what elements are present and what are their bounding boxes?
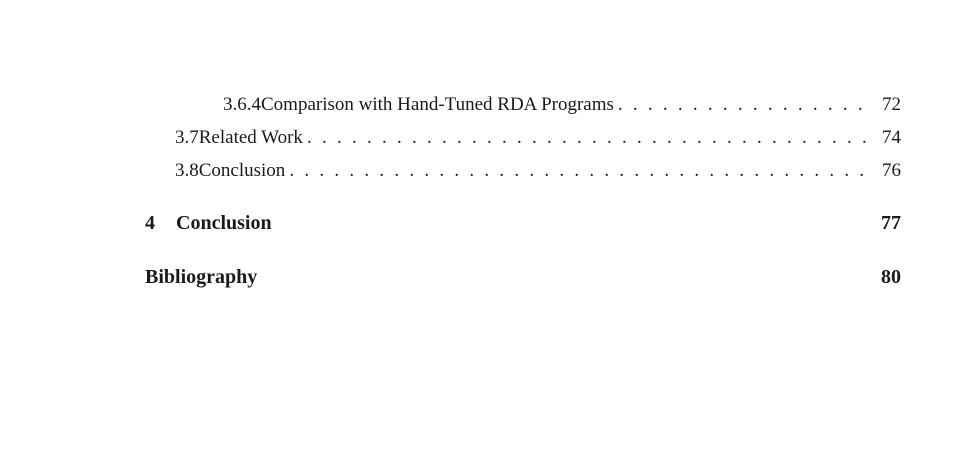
toc-entry-page: 74 <box>882 127 901 148</box>
toc-entry-3-6-4 <box>223 94 901 116</box>
toc-entry-number: 3.7 <box>175 127 199 148</box>
toc-entry-3-8 <box>175 160 901 182</box>
toc-entry-page: 76 <box>882 160 901 181</box>
toc-entry-title: Related Work <box>198 127 303 148</box>
toc-chapter-4 <box>145 212 901 235</box>
dot-leader <box>307 127 867 149</box>
toc-chapter-page: 80 <box>881 266 901 288</box>
toc-bibliography <box>145 266 901 289</box>
toc-entry-title: Comparison with Hand-Tuned RDA Programs <box>261 94 614 115</box>
toc-entry-3-7 <box>175 127 901 149</box>
toc-entry-title: Conclusion <box>198 160 286 181</box>
toc-chapter-title: Conclusion <box>176 212 272 234</box>
toc-entry-page: 72 <box>882 94 901 115</box>
toc-chapter-title: Bibliography <box>145 266 258 288</box>
toc-chapter-page: 77 <box>881 212 901 234</box>
dot-leader <box>289 160 867 182</box>
toc-entry-number: 3.8 <box>175 160 199 181</box>
dot-leader <box>618 94 867 116</box>
toc-entry-number: 3.6.4 <box>223 94 261 115</box>
toc-chapter-number: 4 <box>145 212 155 234</box>
